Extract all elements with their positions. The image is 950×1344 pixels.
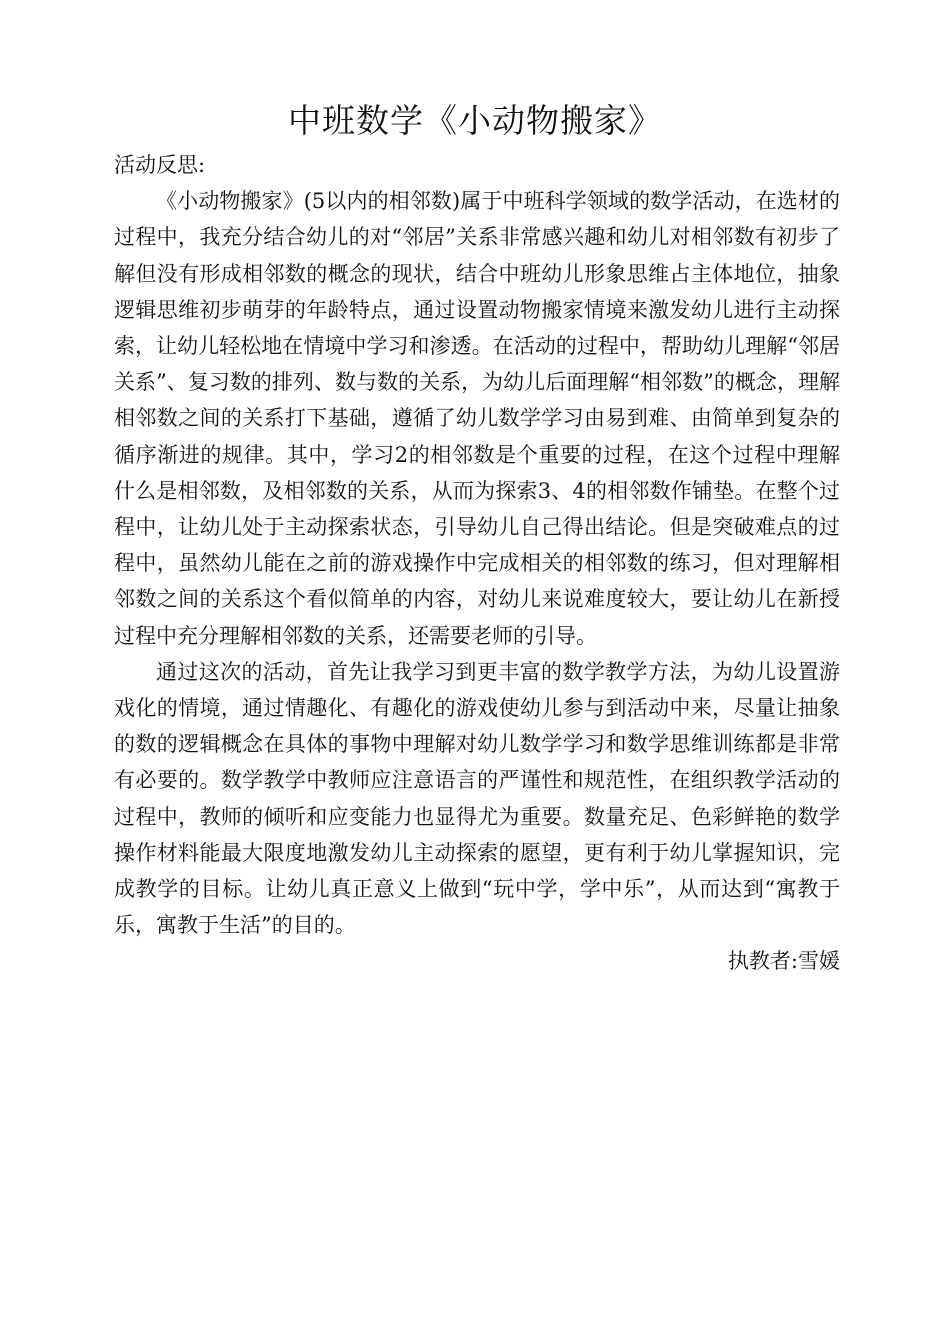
section-label: 活动反思: <box>114 153 206 177</box>
document-body <box>114 147 840 980</box>
paragraph-reflection-2: 通过这次的活动，首先让我学习到更丰富的数学教学方法，为幼儿设置游戏化的情境，通过情趣化、有趣化的游戏使幼儿参与到活动中来，尽量让抽象的数的逻辑概念在具体的事物中理解对幼儿数学学习和数学思维训练都是非常有必要的。数学教学中教师应注意语言的严谨性和规范性，在组织教学活动的过程中，教师的倾听和应变能力也显得尤为重要。数量充足、色彩鲜艳的数学操作材料能最大限度地激发幼儿主动探索的愿望，更有利于幼儿掌握知识，完成教学的目标。让幼儿真正意义上做到“玩中学，学中乐”，从而达到“寓教于乐，寓教于生活”的目的。 <box>114 659 840 938</box>
page-title: 中班数学《小动物搬家》 <box>288 101 662 140</box>
author-signature: 执教者:雪媛 <box>727 949 840 974</box>
paragraph-reflection-1: 《小动物搬家》(5以内的相邻数)属于中班科学领域的数学活动，在选材的过程中，我充分结合幼儿的对“邻居”关系非常感兴趣和幼儿对相邻数有初步了解但没有形成相邻数的概念的现状，结合中班幼儿形象思维占主体地位，抽象逻辑思维初步萌芽的年龄特点，通过设置动物搬家情境来激发幼儿进行主动探索，让幼儿轻松地在情境中学习和渗透。在活动的过程中，帮助幼儿理解“邻居关系”、复习数的排列、数与数的关系，为幼儿后面理解“相邻数”的概念，理解相邻数之间的关系打下基础，遵循了幼儿数学学习由易到难、由简单到复杂的循序渐进的规律。其中，学习2的相邻数是个重要的过程，在这个过程中理解什么是相邻数，及相邻数的关系，从而为探索3、4的相邻数作铺垫。在整个过程中，让幼儿处于主动探索状态，引导幼儿自己得出结论。但是突破难点的过程中，虽然幼儿能在之前的游戏操作中完成相关的相邻数的练习，但对理解相邻数之间的关系这个看似简单的内容，对幼儿来说难度较大，要让幼儿在新授过程中充分理解相邻数的关系，还需要老师的引导。 <box>114 189 840 648</box>
